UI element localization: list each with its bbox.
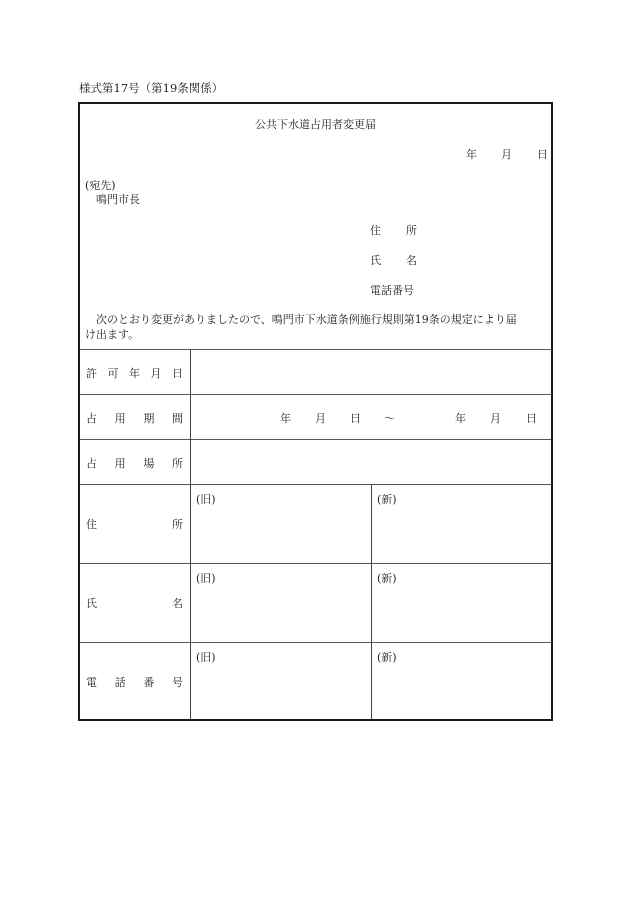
phone-old-field[interactable]: [192, 664, 368, 717]
label-char: 電: [86, 676, 97, 689]
old-new-column-divider: [371, 484, 372, 719]
label-char: 名: [406, 254, 417, 267]
address-new-field[interactable]: [373, 506, 549, 561]
date-year-label: 年: [466, 148, 477, 161]
period-end-month[interactable]: 月: [490, 412, 501, 425]
label-char: 場: [143, 457, 155, 470]
statement-line-2: け出ます。: [85, 328, 140, 341]
name-new-label: (新): [377, 572, 397, 585]
period-start-month[interactable]: 月: [315, 412, 326, 425]
applicant-name-label: [370, 252, 417, 268]
label-column-divider: [190, 349, 191, 719]
address-old-field[interactable]: [192, 506, 368, 561]
addressee-label: (宛先): [85, 179, 116, 192]
form-title: 公共下水道占用者変更届: [255, 118, 376, 131]
label-char: 所: [406, 224, 417, 237]
applicant-phone-field[interactable]: [425, 278, 545, 296]
period-start-year[interactable]: 年: [280, 412, 291, 425]
row-divider: [80, 439, 551, 440]
label-char: 話: [114, 676, 126, 689]
applicant-name-field[interactable]: [425, 248, 545, 266]
permit-date-label: [86, 365, 183, 381]
applicant-address-field[interactable]: [425, 218, 545, 236]
period-start-day[interactable]: 日: [350, 412, 361, 425]
label-char: 住: [86, 518, 97, 531]
period-separator: ～: [384, 412, 395, 425]
label-char: 所: [171, 457, 183, 470]
name-change-label: [86, 595, 183, 611]
label-char: 号: [171, 676, 183, 689]
occupancy-location-label: [86, 455, 183, 471]
label-char: 名: [172, 597, 183, 610]
date-month-field[interactable]: 月: [501, 148, 512, 161]
phone-new-field[interactable]: [373, 664, 549, 717]
period-end-day[interactable]: 日: [526, 412, 537, 425]
form-number-label: 様式第17号（第19条関係）: [79, 81, 224, 95]
label-char: 用: [114, 412, 126, 425]
label-char: 間: [171, 412, 183, 425]
name-new-field[interactable]: [373, 585, 549, 640]
label-char: 占: [86, 457, 97, 470]
label-char: 所: [172, 518, 183, 531]
label-char: 用: [114, 457, 126, 470]
occupancy-period-label: [86, 410, 183, 426]
row-divider: [80, 394, 551, 395]
occupancy-location-field[interactable]: [192, 441, 550, 483]
address-change-label: [86, 516, 183, 532]
phone-old-label: (旧): [196, 651, 216, 664]
applicant-address-label: [370, 222, 417, 238]
label-char: 氏: [370, 254, 381, 267]
label-char: 許: [86, 367, 97, 380]
label-char: 番: [143, 676, 155, 689]
address-old-label: (旧): [196, 493, 216, 506]
phone-new-label: (新): [377, 651, 397, 664]
permit-date-field[interactable]: [192, 351, 550, 393]
name-old-label: (旧): [196, 572, 216, 585]
label-char: 年: [129, 367, 140, 380]
applicant-phone-label: 電話番号: [370, 284, 414, 297]
date-day-field[interactable]: 日: [537, 148, 548, 161]
statement-line-1: 次のとおり変更がありましたので、鳴門市下水道条例施行規則第19条の規定により届: [96, 313, 517, 326]
label-char: 占: [86, 412, 97, 425]
label-char: 氏: [86, 597, 97, 610]
table-top-rule: [80, 349, 551, 350]
address-new-label: (新): [377, 493, 397, 506]
label-char: 月: [150, 367, 162, 380]
label-char: 期: [143, 412, 155, 425]
label-char: 日: [172, 367, 183, 380]
addressee-name: 鳴門市長: [96, 193, 140, 206]
label-char: 可: [107, 367, 119, 380]
label-char: 住: [370, 224, 381, 237]
row-divider: [80, 563, 551, 564]
row-divider: [80, 484, 551, 485]
name-old-field[interactable]: [192, 585, 368, 640]
form-frame: [78, 102, 553, 721]
row-divider: [80, 642, 551, 643]
phone-change-label: [86, 674, 183, 690]
period-end-year[interactable]: 年: [455, 412, 466, 425]
